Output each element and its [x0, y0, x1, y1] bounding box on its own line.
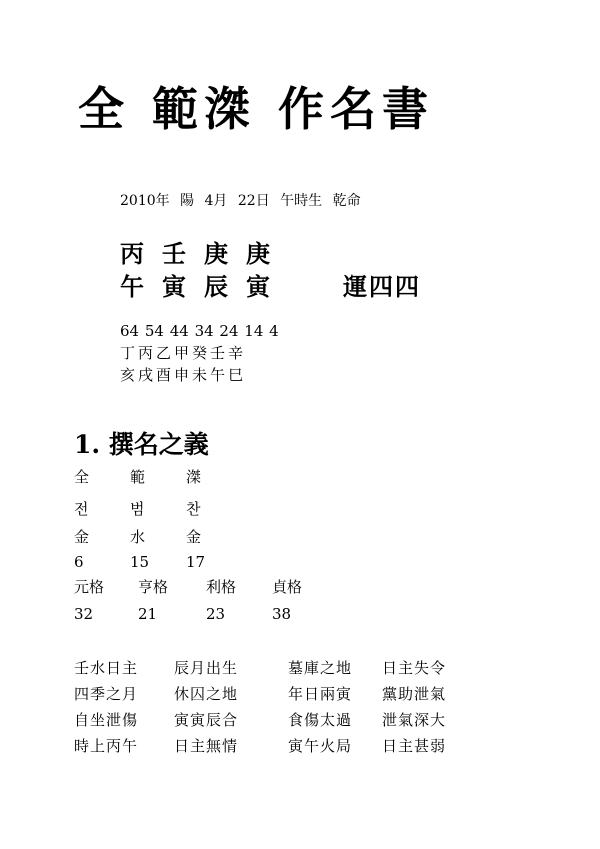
analysis-cell: 辰月出生 [174, 659, 239, 677]
name-strokes-1: 6 [74, 553, 84, 571]
analysis-cell: 壬水日主 [74, 659, 139, 677]
name-hangul-1: 전 [74, 500, 89, 518]
name-hanja-3: 滐 [186, 468, 202, 486]
analysis-cell: 日主無情 [174, 737, 239, 755]
analysis-cell: 日主甚弱 [382, 737, 447, 755]
gyeok-value-won: 32 [74, 605, 94, 623]
birth-info: 2010年 陽 4月 22日 午時生 乾命 [120, 193, 361, 209]
analysis-cell: 休囚之地 [174, 685, 239, 703]
analysis-cell: 四季之月 [74, 685, 139, 703]
name-hangul-2: 범 [130, 500, 145, 518]
luck-label: 運四四 [343, 272, 421, 301]
name-hanja-1: 全 [74, 468, 90, 486]
gyeok-value-i: 23 [206, 605, 226, 623]
gyeok-label-i: 利格 [206, 578, 237, 596]
daeun-ages: 64 54 44 34 24 14 4 [120, 322, 279, 340]
analysis-cell: 寅午火局 [288, 737, 353, 755]
four-pillars-stems: 丙壬庚庚 [120, 239, 288, 268]
gyeok-label-hyeong: 亨格 [138, 578, 169, 596]
name-hangul-3: 찬 [186, 500, 201, 518]
name-strokes-3: 17 [186, 553, 206, 571]
analysis-cell: 黨助泄氣 [382, 685, 447, 703]
name-element-2: 水 [130, 528, 146, 546]
daeun-stems: 丁丙乙甲癸壬辛 [120, 344, 247, 362]
analysis-cell: 時上丙午 [74, 737, 139, 755]
daeun-branches: 亥戌酉申未午巳 [120, 366, 247, 384]
gyeok-value-jeong: 38 [272, 605, 292, 623]
four-pillars-branches: 午寅辰寅 [120, 272, 288, 301]
name-element-1: 金 [74, 528, 90, 546]
gyeok-value-hyeong: 21 [138, 605, 158, 623]
analysis-cell: 食傷太過 [288, 711, 353, 729]
document-title: 全 範滐 作名書 [78, 82, 435, 136]
analysis-cell: 墓庫之地 [288, 659, 353, 677]
gyeok-label-won: 元格 [74, 578, 105, 596]
section-heading: 1. 撰名之義 [74, 430, 209, 459]
name-element-3: 金 [186, 528, 202, 546]
analysis-cell: 泄氣深大 [382, 711, 447, 729]
name-strokes-2: 15 [130, 553, 150, 571]
analysis-cell: 寅寅辰合 [174, 711, 239, 729]
analysis-cell: 日主失令 [382, 659, 447, 677]
analysis-cell: 自坐泄傷 [74, 711, 139, 729]
name-hanja-2: 範 [130, 468, 146, 486]
analysis-cell: 年日兩寅 [288, 685, 353, 703]
gyeok-label-jeong: 貞格 [272, 578, 303, 596]
